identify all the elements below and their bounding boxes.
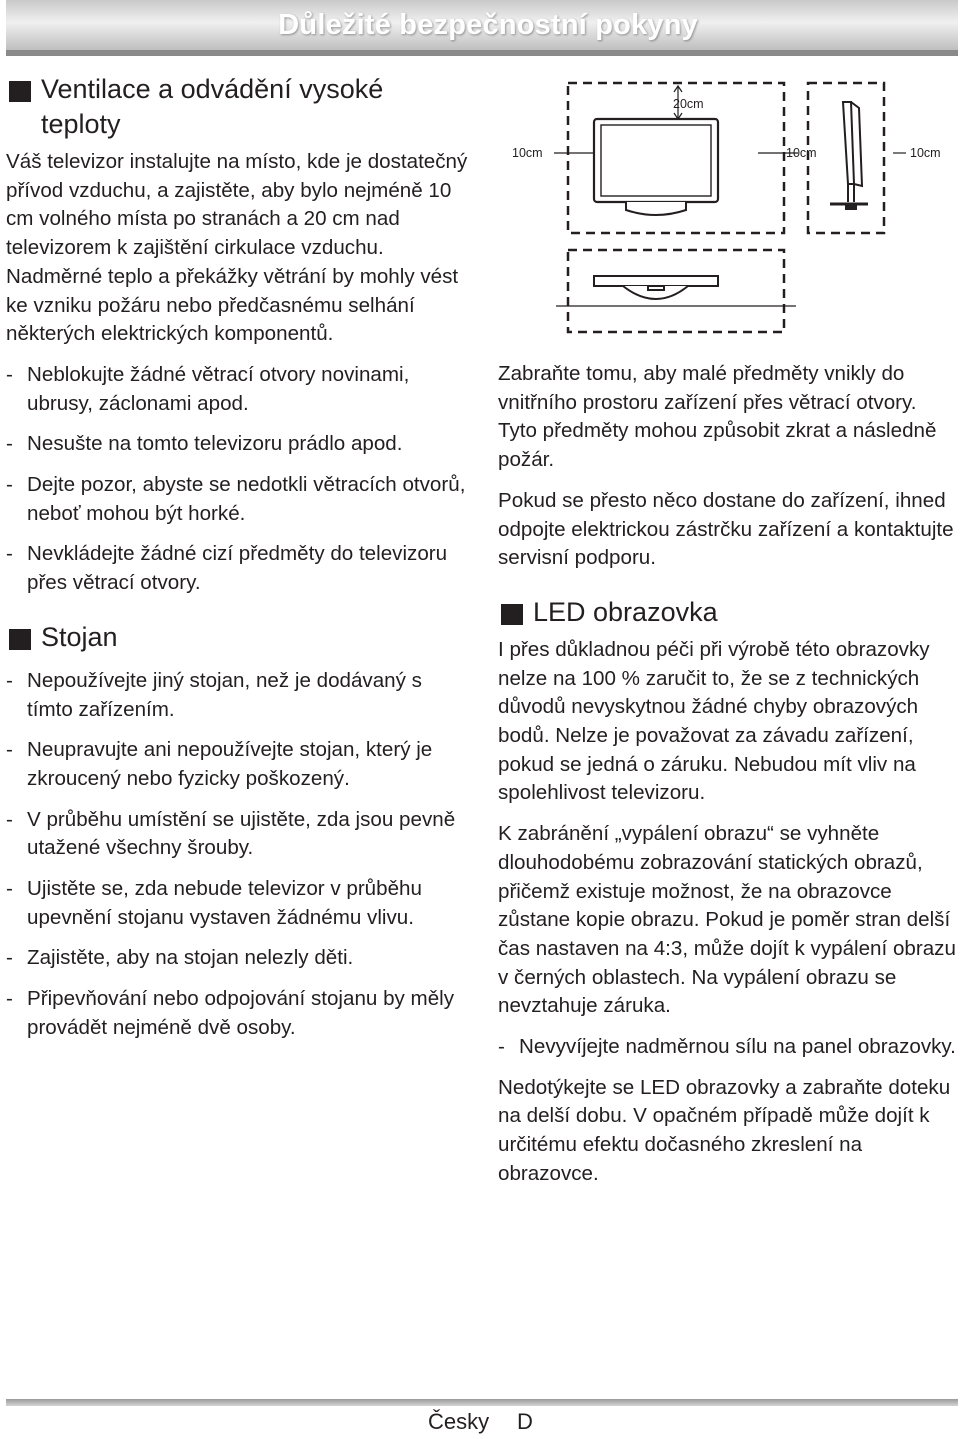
- left-column: [6, 72, 468, 1043]
- section-heading-led: [498, 595, 956, 630]
- led-paragraph-1: I přes důkladnou péči při výrobě této obrazovky nelze na 100 % zaručit to, že se z technických důvodů nevyskytnou žádné chyby obrazových bodů. Nelze je považovat za závadu zařízení, pokud se jedná o záruku. Nebudou mít vliv na spolehlivost televizoru.: [498, 637, 930, 805]
- heading-text: LED obrazovka: [533, 596, 718, 627]
- ventilation-clearance-diagram: [498, 74, 958, 344]
- list-item: - Zajistěte, aby na stojan nelezly děti.: [6, 946, 354, 970]
- tv-front-view: [594, 119, 718, 215]
- list-item: - Nevyvíjejte nadměrnou sílu na panel obrazovky.: [498, 1035, 956, 1059]
- list-item: - Ujistěte se, zda nebude televizor v průběhu upevnění stojanu vystaven žádnému vlivu.: [6, 877, 422, 929]
- led-list: [498, 1033, 956, 1062]
- objects-paragraph-1: Zabraňte tomu, aby malé předměty vnikly do vnitřního prostoru zařízení přes větrací otvory. Tyto předměty mohou způsobit zkrat a následně požár.: [498, 362, 937, 472]
- left-clearance-label: 10cm: [512, 146, 543, 160]
- led-paragraph-2: K zabránění „vypálení obrazu“ se vyhněte dlouhodobému zobrazování statických obrazů, přičemž existuje možnost, že na obrazovce zůstane kopie obrazu. Pokud je poměr stran delší čas nastaven na 4:3, může dojít k vypálení obrazu v černých oblastech. Na vypálení obrazu se nevztahuje záruka.: [498, 822, 956, 1018]
- list-item: - Nesušte na tomto televizoru prádlo apod.: [6, 432, 403, 456]
- square-bullet-icon: [9, 629, 31, 650]
- footer-bar: [6, 1399, 958, 1406]
- list-item: - V průběhu umístění se ujistěte, zda jsou pevně utažené všechny šrouby.: [6, 807, 456, 860]
- list-item: - Nepoužívejte jiný stojan, než je dodávaný s tímto zařízením.: [6, 668, 422, 721]
- page-number: D: [517, 1409, 533, 1434]
- stand-list: [6, 667, 468, 1043]
- list-item: - Dejte pozor, abyste se nedotkli větracích otvorů, neboť mohou být horké.: [6, 473, 466, 525]
- section-heading-stand: [6, 620, 468, 655]
- square-bullet-icon: [501, 604, 523, 625]
- page-title: Důležité bezpečnostní pokyny: [278, 9, 698, 41]
- list-item: - Neblokujte žádné větrací otvory novinami, ubrusy, záclonami apod.: [6, 362, 410, 415]
- top-clearance-label: 20cm: [673, 97, 704, 111]
- ventilation-intro: Váš televizor instalujte na místo, kde je dostatečný přívod vzduchu, a zajistěte, aby bylo nejméně 10 cm volného místa po stranách a 20 cm nad televizorem k zajištění cirkulace vzduchu. Nadměrné teplo a překážky větrání by mohly vést ke vzniku požáru nebo předčasnému selhání některých elektrických komponentů.: [6, 150, 468, 346]
- list-item: - Neupravujte ani nepoužívejte stojan, který je zkroucený nebo fyzicky poškozený.: [6, 738, 433, 790]
- heading-text: Ventilace a odvádění vysoké teploty: [41, 74, 384, 139]
- list-item: - Připevňování nebo odpojování stojanu by měly provádět nejméně dvě osoby.: [6, 987, 455, 1039]
- list-item: - Nevkládejte žádné cizí předměty do televizoru přes větrací otvory.: [6, 542, 448, 595]
- ventilation-list: [6, 361, 468, 598]
- right-column: [498, 360, 956, 1189]
- footer-language: Česky: [428, 1409, 490, 1434]
- led-paragraph-3: Nedotýkejte se LED obrazovky a zabraňte doteku na delší dobu. V opačném případě může dojít k určitému efektu dočasného zkreslení na obrazovce.: [498, 1075, 951, 1185]
- tv-top-view: [594, 276, 718, 299]
- tv-side-view: [830, 102, 868, 209]
- square-bullet-icon: [9, 81, 31, 102]
- right-clearance-label: 10cm: [786, 146, 817, 160]
- header-underline: [6, 50, 958, 56]
- section-heading-ventilation: [6, 72, 468, 142]
- side-clearance-label: 10cm: [910, 146, 941, 160]
- objects-paragraph-2: Pokud se přesto něco dostane do zařízení, ihned odpojte elektrickou zástrčku zařízení a kontaktujte servisní podporu.: [498, 488, 954, 570]
- heading-text: Stojan: [41, 621, 118, 652]
